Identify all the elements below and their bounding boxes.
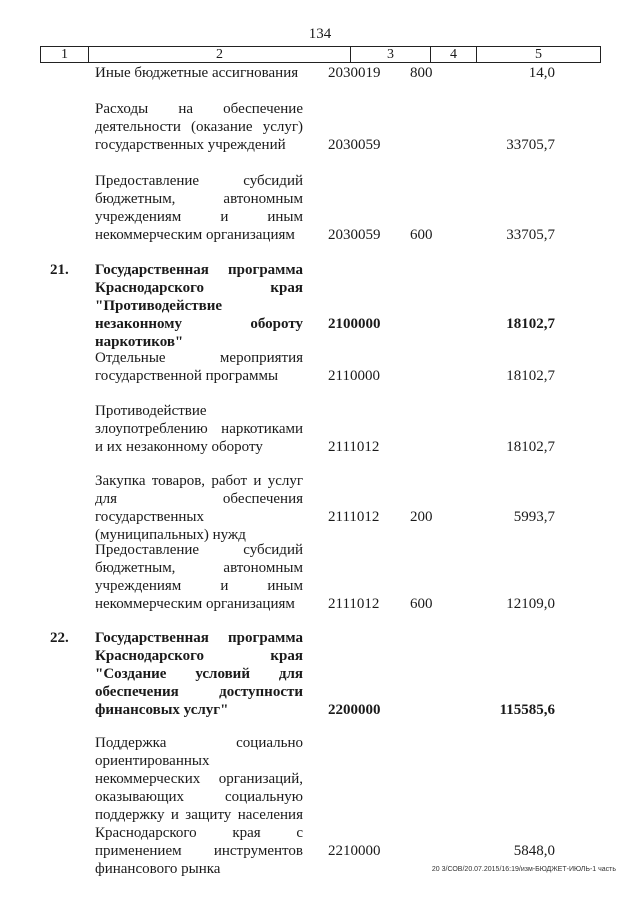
column-header-2: 2: [89, 47, 351, 63]
row-code: 2110000: [328, 368, 380, 384]
row-code: 2100000: [328, 316, 381, 332]
row-code: 2111012: [328, 439, 380, 455]
row-sum: 115585,6: [499, 702, 555, 718]
row-name: Предоставление субсидий бюджетным, автономным учреждениям и иным некоммерческим организациям: [95, 542, 303, 612]
row-sum: 18102,7: [506, 316, 555, 332]
row-sum: 33705,7: [506, 227, 555, 243]
row-code: 2210000: [328, 843, 381, 859]
row-expense-type: 800: [410, 65, 433, 81]
column-header-row: [41, 47, 601, 63]
row-sum: 5993,7: [513, 509, 555, 525]
row-number: 21.: [50, 262, 69, 278]
row-name: Расходы на обеспечение деятельности (оказание услуг) государственных учреждений: [95, 101, 303, 153]
column-header-table: [40, 46, 601, 63]
row-code: 2111012: [328, 509, 380, 525]
column-header-1: 1: [41, 47, 89, 63]
column-header-5: 5: [477, 47, 601, 63]
row-expense-type: 600: [410, 596, 433, 612]
row-name: Противодействие злоупотреблению наркотиками и их незаконному обороту: [95, 403, 303, 455]
row-code: 2030059: [328, 137, 381, 153]
row-sum: 14,0: [528, 65, 555, 81]
row-name: Государственная программа Краснодарского края "Создание условий для обеспечения доступности финансовых услуг": [95, 630, 303, 718]
column-header-3: 3: [351, 47, 431, 63]
row-name: Поддержка социально ориентированных некоммерческих организаций, оказывающих социальную поддержку и защиту населения Краснодарского края с применением инструментов финансового рынка: [95, 735, 303, 877]
row-name: Предоставление субсидий бюджетным, автономным учреждениям и иным некоммерческим организациям: [95, 173, 303, 243]
row-number: 22.: [50, 630, 69, 646]
row-sum: 5848,0: [513, 843, 555, 859]
row-expense-type: 600: [410, 227, 433, 243]
footer-stamp: 20 3/СОВ/20.07.2015/16:19/изм-БЮДЖЕТ-ИЮЛЬ-1 часть: [431, 866, 616, 873]
row-sum: 18102,7: [506, 439, 555, 455]
row-name: Закупка товаров, работ и услуг для обеспечения государственных (муниципальных) нужд: [95, 473, 303, 543]
row-code: 2200000: [328, 702, 381, 718]
page-number: 134: [308, 26, 332, 42]
row-sum: 33705,7: [506, 137, 555, 153]
row-code: 2030059: [328, 227, 381, 243]
row-sum: 18102,7: [506, 368, 555, 384]
row-name: Государственная программа Краснодарского края "Противодействие незаконному обороту наркотиков": [95, 262, 303, 350]
row-expense-type: 200: [410, 509, 433, 525]
row-sum: 12109,0: [506, 596, 555, 612]
row-name: Отдельные мероприятия государственной программы: [95, 350, 303, 384]
row-code: 2030019: [328, 65, 381, 81]
column-header-4: 4: [431, 47, 477, 63]
row-name: Иные бюджетные ассигнования: [95, 65, 299, 81]
row-code: 2111012: [328, 596, 380, 612]
